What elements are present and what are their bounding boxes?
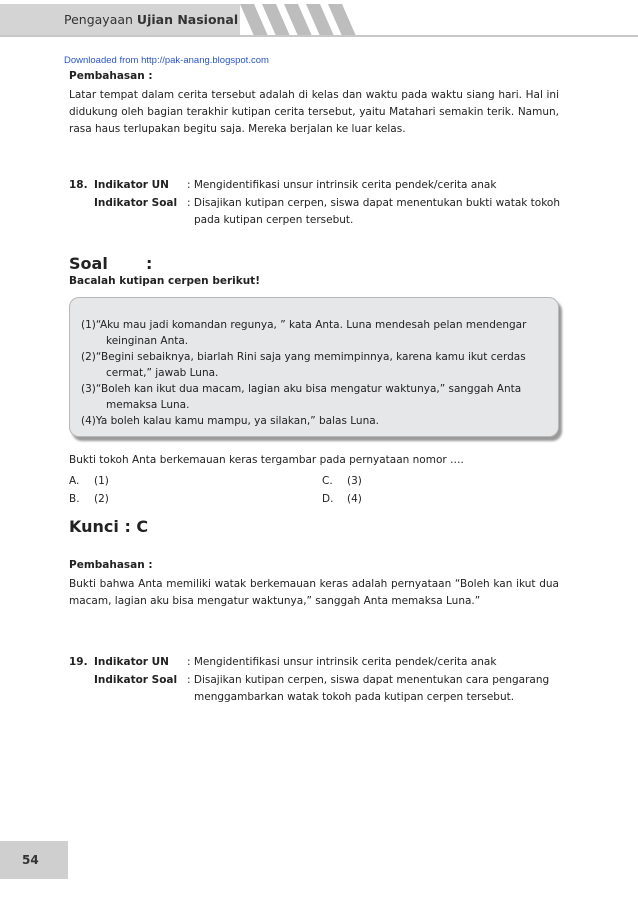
- pembahasan-label-2: Pembahasan :: [69, 559, 153, 571]
- option-a-value[interactable]: (1): [94, 475, 109, 487]
- indikator-soal-label: Indikator Soal: [94, 197, 178, 209]
- excerpt-line-1-cont: keinginan Anta.: [106, 335, 189, 347]
- page-number-box: [0, 841, 68, 879]
- excerpt-line-3-cont: memaksa Luna.: [106, 399, 190, 411]
- soal-instruction: Bacalah kutipan cerpen berikut!: [69, 275, 260, 287]
- indikator-un-text: : Mengidentifikasi unsur intrinsik cerita pendek/cerita anak: [187, 179, 497, 191]
- item-number-18: 18.: [69, 179, 88, 191]
- excerpt-line-3: (3)“Boleh kan ikut dua macam, lagian aku bisa mengatur waktunya,” sanggah Anta: [81, 383, 522, 395]
- indikator-un-label-19: Indikator UN: [94, 656, 169, 668]
- indikator-soal-label-19: Indikator Soal: [94, 674, 178, 686]
- excerpt-line-2-cont: cermat,” jawab Luna.: [106, 367, 219, 379]
- answer-key: Kunci : C: [69, 517, 149, 536]
- header-title: Pengayaan Ujian Nasional: [64, 12, 239, 27]
- header-stripes-decoration: [240, 4, 360, 36]
- soal-colon: :: [146, 254, 153, 273]
- indikator-soal-text-cont: pada kutipan cerpen tersebut.: [194, 214, 354, 226]
- question-text: Bukti tokoh Anta berkemauan keras tergambar pada pernyataan nomor ….: [69, 454, 464, 466]
- option-d-value[interactable]: (4): [347, 493, 362, 505]
- excerpt-line-4: (4)Ya boleh kalau kamu mampu, ya silakan,” balas Luna.: [81, 415, 380, 427]
- option-a-letter: A.: [69, 475, 80, 487]
- option-c-letter: C.: [322, 475, 333, 487]
- page-number: 54: [22, 853, 39, 867]
- indikator-soal-text-19-cont: menggambarkan watak tokoh pada kutipan cerpen tersebut.: [194, 691, 515, 703]
- indikator-soal-text: : Disajikan kutipan cerpen, siswa dapat menentukan bukti watak tokoh: [187, 197, 560, 209]
- option-d-letter: D.: [322, 493, 334, 505]
- option-b-value[interactable]: (2): [94, 493, 109, 505]
- indikator-un-text-19: : Mengidentifikasi unsur intrinsik cerita pendek/cerita anak: [187, 656, 497, 668]
- pembahasan-text-2: Bukti bahwa Anta memiliki watak berkemauan keras adalah pernyataan “Boleh kan ikut dua macam, lagian aku bisa mengatur waktunya,” sanggah Anta memaksa Luna.”: [69, 578, 559, 607]
- pembahasan-label: Pembahasan :: [69, 70, 153, 82]
- pembahasan-text: Latar tempat dalam cerita tersebut adalah di kelas dan waktu pada waktu siang hari. Hal ini didukung oleh bagian terakhir kutipan cerita tersebut, yaitu Matahari semakin terik. Namun, rasa haus terlupakan begitu saja. Mereka berjalan ke luar kelas.: [69, 89, 559, 135]
- download-link[interactable]: Downloaded from http://pak-anang.blogspot.com: [64, 55, 269, 66]
- indikator-soal-text-19: : Disajikan kutipan cerpen, siswa dapat menentukan cara pengarang: [187, 674, 550, 686]
- story-excerpt-box: [69, 297, 559, 437]
- indikator-un-label: Indikator UN: [94, 179, 169, 191]
- option-b-letter: B.: [69, 493, 80, 505]
- item-number-19: 19.: [69, 656, 88, 668]
- page-header: [0, 4, 638, 36]
- soal-heading: Soal: [69, 254, 108, 273]
- excerpt-line-1: (1)“Aku mau jadi komandan regunya, ” kata Anta. Luna mendesah pelan mendengar: [81, 319, 527, 331]
- option-c-value[interactable]: (3): [347, 475, 362, 487]
- excerpt-line-2: (2)“Begini sebaiknya, biarlah Rini saja yang memimpinnya, karena kamu ikut cerdas: [81, 351, 526, 363]
- header-divider: [0, 35, 638, 37]
